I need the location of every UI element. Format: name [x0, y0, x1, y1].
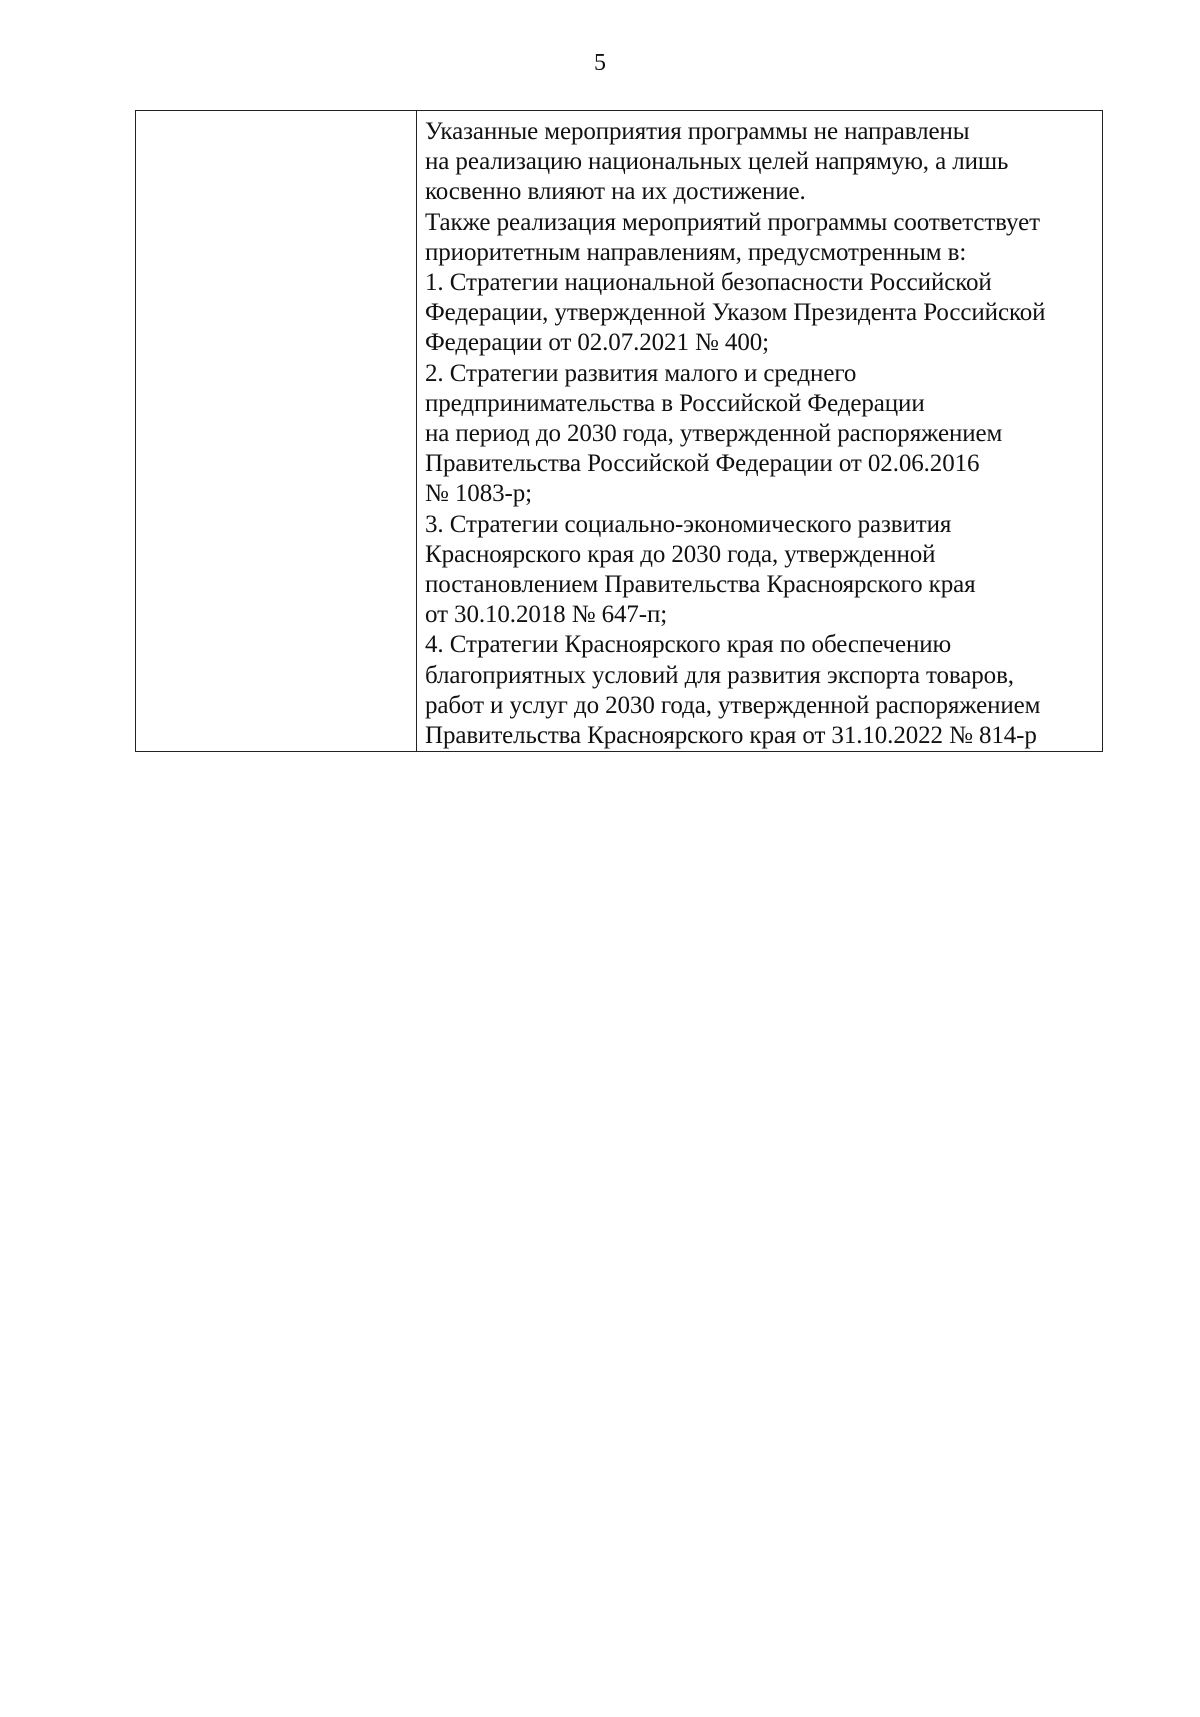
text-line: Федерации от 02.07.2021 № 400; [425, 329, 769, 357]
text-line: Федерации, утвержденной Указом Президента Российской [425, 299, 1046, 327]
text-line: № 1083-р; [425, 480, 532, 508]
table-row [136, 111, 1103, 752]
text-line: приоритетным направлениям, предусмотренным в: [425, 238, 967, 266]
text-line: Указанные мероприятия программы не направлены [425, 118, 970, 145]
text-line: предпринимательства в Российской Федерации [425, 389, 925, 417]
text-line: 2. Стратегии развития малого и среднего [425, 359, 857, 387]
text-line: Правительства Красноярского края от 31.10.2022 № 814-р [425, 722, 1037, 750]
page-number: 5 [594, 50, 606, 76]
text-line: работ и услуг до 2030 года, утвержденной распоряжением [425, 691, 1041, 719]
text-line: на реализацию национальных целей напрямую, а лишь [425, 148, 1009, 176]
text-line: 4. Стратегии Красноярского края по обеспечению [425, 631, 952, 659]
text-line: постановлением Правительства Красноярского края [425, 571, 976, 599]
text-line: Правительства Российской Федерации от 02.06.2016 [425, 450, 980, 478]
text-line: 1. Стратегии национальной безопасности Российской [425, 269, 992, 297]
text-line: 3. Стратегии социально-экономического развития [425, 510, 952, 538]
text-line: от 30.10.2018 № 647-п; [425, 601, 668, 629]
table-cell-right [417, 111, 1103, 752]
text-line: Также реализация мероприятий программы соответствует [425, 208, 1040, 236]
text-line: косвенно влияют на их достижение. [425, 178, 806, 206]
table-cell-left [136, 111, 417, 752]
document-table [135, 110, 1103, 752]
text-line: Красноярского края до 2030 года, утвержденной [425, 540, 936, 568]
text-line: на период до 2030 года, утвержденной распоряжением [425, 420, 1003, 448]
text-line: благоприятных условий для развития экспорта товаров, [425, 661, 1014, 689]
